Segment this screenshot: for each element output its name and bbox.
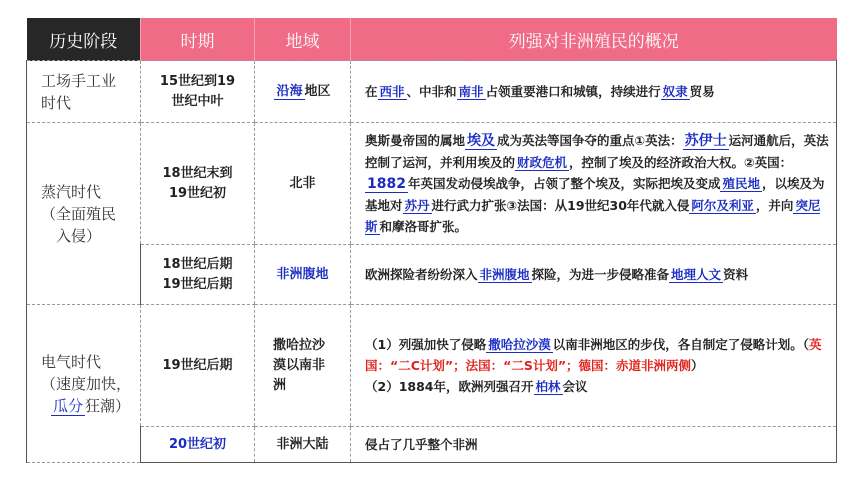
overview-text: ，并向 <box>755 198 794 213</box>
region-cell <box>255 305 351 427</box>
overview-text: 会议 <box>562 379 588 394</box>
overview-line <box>365 376 830 397</box>
fill-answer: 苏伊士 <box>684 133 727 149</box>
fill-answer: 1882 <box>367 176 406 192</box>
stage-handicraft <box>27 61 141 123</box>
fill-answer: 瓜分 <box>53 396 84 415</box>
overview-text: 奥斯曼帝国的属地 <box>365 133 466 148</box>
period-cell <box>141 123 255 245</box>
overview-text: 欧洲探险者纷纷深入 <box>365 267 478 282</box>
region-cell: 非洲大陆 <box>255 427 351 463</box>
header-region: 地域 <box>255 18 351 61</box>
overview-text: 在 <box>365 84 378 99</box>
overview-text: 年英国发动侵埃战争，占领了整个埃及，实际把埃及变成 <box>407 176 721 191</box>
overview-text: ） <box>691 358 704 373</box>
region-cell <box>255 61 351 123</box>
region-cell: 非洲腹地 <box>255 245 351 305</box>
overview-text: 运河通航后，英法控制了运河，并利用埃及的 <box>365 133 829 170</box>
period-cell: 20世纪初 <box>141 427 255 463</box>
fill-answer: 地理人文 <box>671 267 722 282</box>
region-text: 撒哈拉沙漠以南非洲 <box>273 337 326 393</box>
overview-text: （2）1884年，欧洲列强召开 <box>365 379 534 394</box>
table-row <box>27 123 837 245</box>
stage-line: （速度加快， <box>41 374 132 393</box>
table-row <box>27 61 837 123</box>
header-row <box>27 18 837 61</box>
stage-steam <box>27 123 141 305</box>
overview-cell <box>351 123 837 245</box>
fill-answer: 撒哈拉沙漠 <box>488 337 551 352</box>
period-text: 18世纪末到19世纪初 <box>162 165 233 201</box>
overview-text: 、中非和 <box>406 84 457 99</box>
header-overview: 列强对非洲殖民的概况 <box>351 18 837 61</box>
table-row <box>27 427 837 463</box>
table-row <box>27 305 837 427</box>
fill-answer: 苏丹 <box>404 198 430 213</box>
overview-text: 占领重要港口和城镇，持续进行 <box>485 84 661 99</box>
fill-answer: 奴隶 <box>662 84 688 99</box>
stage-line: 蒸汽时代 <box>41 182 102 201</box>
period-cell: 19世纪后期 <box>141 305 255 427</box>
fill-answer: 沿海 <box>276 83 303 99</box>
fill-answer: 埃及 <box>467 133 496 149</box>
stage-line: 电气时代 <box>41 352 102 371</box>
overview-text: 和摩洛哥扩张。 <box>379 219 468 234</box>
fill-answer: 柏林 <box>535 379 561 394</box>
overview-cell <box>351 305 837 427</box>
stage-electric <box>27 305 141 463</box>
overview-text: 成为英法等国争夺的重点①英法： <box>497 133 683 148</box>
fill-answer: 西非 <box>379 84 405 99</box>
overview-cell: 侵占了几乎整个非洲 <box>351 427 837 463</box>
stage-line: 入侵） <box>56 226 102 245</box>
overview-cell <box>351 245 837 305</box>
stage-text: 狂潮） <box>85 396 131 415</box>
fill-answer: 阿尔及利亚 <box>691 198 754 213</box>
overview-text: ，以埃及为基地对 <box>365 176 825 213</box>
header-period: 时期 <box>141 18 255 61</box>
overview-text: （1）列强加快了侵略 <box>365 337 487 352</box>
overview-text: 以南非洲地区的步伐，各自制定了侵略计划。（ <box>552 337 809 352</box>
colonization-table <box>26 18 837 463</box>
stage-line: （全面殖民 <box>41 204 117 223</box>
overview-line <box>365 334 830 376</box>
fill-answer: 非洲腹地 <box>479 267 530 282</box>
region-cell: 北非 <box>255 123 351 245</box>
stage-line <box>41 395 140 417</box>
plan-note: 英国：“二C计划”；法国：“二S计划”；德国：赤道非洲两侧 <box>365 337 822 373</box>
overview-cell <box>351 61 837 123</box>
fill-answer: 突尼斯 <box>365 198 821 234</box>
period-text: 18世纪后期19世纪后期 <box>162 256 233 292</box>
overview-text: 进行武力扩张③法国：从19世纪30年代就入侵 <box>431 198 690 213</box>
period-text: 15世纪到19世纪中叶 <box>159 73 236 109</box>
header-stage: 历史阶段 <box>27 18 141 61</box>
table-row <box>27 245 837 305</box>
overview-text: 资料 <box>723 267 749 282</box>
fill-answer: 殖民地 <box>722 176 760 191</box>
period-cell <box>141 61 255 123</box>
stage-text: 工场手工业时代 <box>41 71 117 112</box>
period-cell <box>141 245 255 305</box>
overview-text: ，控制了埃及的经济政治大权。②英国： <box>569 155 793 170</box>
overview-text: 探险，为进一步侵略准备 <box>531 267 670 282</box>
fill-answer: 南非 <box>458 84 484 99</box>
overview-text: 贸易 <box>689 84 715 99</box>
region-text: 地区 <box>304 83 331 99</box>
fill-answer: 财政危机 <box>517 155 568 170</box>
